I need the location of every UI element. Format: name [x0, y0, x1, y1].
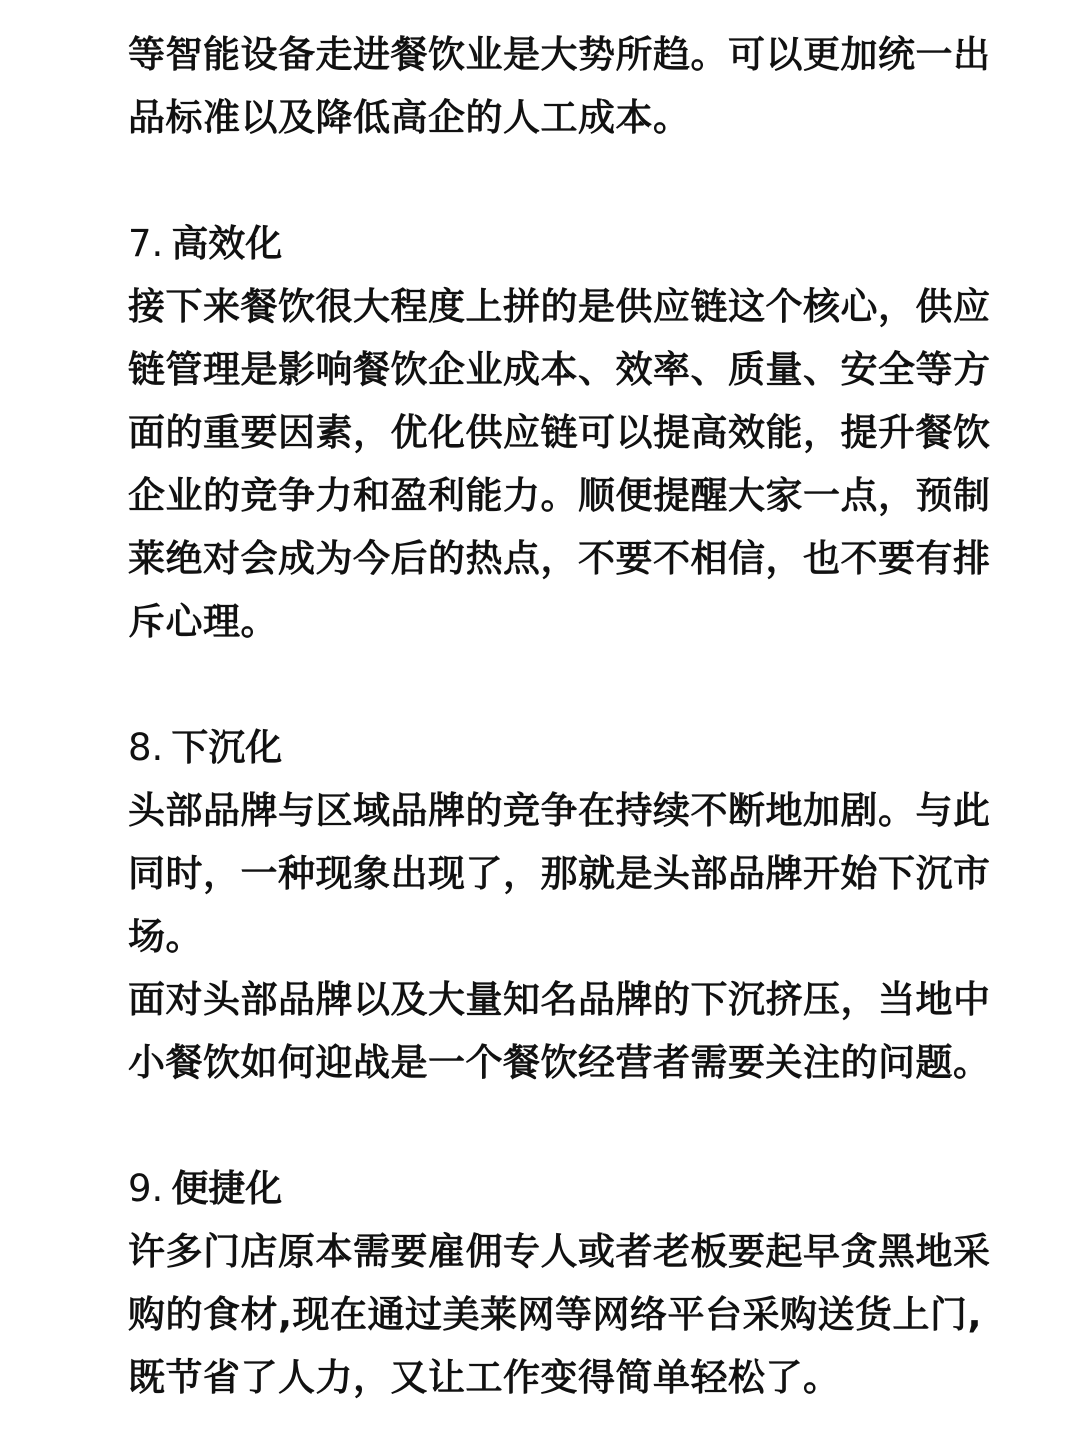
section-number: 7.	[128, 222, 164, 265]
spacer	[128, 149, 968, 212]
section-title: 便捷化	[171, 1167, 283, 1210]
section-9	[128, 1157, 991, 1409]
section-number: 8.	[128, 726, 164, 769]
text-line: 小餐饮如何迎战是一个餐饮经营者需要关注的问题。	[128, 1041, 991, 1084]
section-title: 高效化	[171, 222, 283, 265]
text-line: 链管理是影响餐饮企业成本、效率、质量、安全等方	[128, 348, 991, 391]
text-line: 既节省了人力，又让工作变得简单轻松了。	[128, 1356, 841, 1399]
text-line: 许多门店原本需要雇佣专人或者老板要起早贪黑地采	[128, 1230, 991, 1273]
text-line: 斥心理。	[128, 600, 278, 643]
section-8	[128, 716, 991, 1094]
section-heading	[128, 716, 968, 779]
text-line: 企业的竞争力和盈利能力。顺便提醒大家一点，预制	[128, 474, 991, 517]
article-body	[128, 23, 991, 1409]
text-line: 莱绝对会成为今后的热点，不要不相信，也不要有排	[128, 537, 991, 580]
text-line: 面的重要因素，优化供应链可以提高效能，提升餐饮	[128, 411, 991, 454]
text-line: 购的食材,现在通过美莱网等网络平台采购送货上门,	[128, 1293, 983, 1336]
spacer	[128, 653, 968, 716]
text-line: 等智能设备走进餐饮业是大势所趋。可以更加统一出	[128, 33, 991, 76]
section-heading	[128, 212, 968, 275]
spacer	[128, 1094, 968, 1157]
text-line: 同时，一种现象出现了，那就是头部品牌开始下沉市	[128, 852, 991, 895]
text-line: 头部品牌与区域品牌的竞争在持续不断地加剧。与此	[128, 789, 991, 832]
text-line: 品标准以及降低高企的人工成本。	[128, 96, 691, 139]
section-title: 下沉化	[171, 726, 283, 769]
section-7	[128, 212, 991, 653]
intro-paragraph	[128, 23, 991, 149]
text-line: 场。	[128, 915, 203, 958]
text-line: 面对头部品牌以及大量知名品牌的下沉挤压，当地中	[128, 978, 991, 1021]
section-number: 9.	[128, 1167, 164, 1210]
text-line: 接下来餐饮很大程度上拼的是供应链这个核心，供应	[128, 285, 991, 328]
section-heading	[128, 1157, 968, 1220]
